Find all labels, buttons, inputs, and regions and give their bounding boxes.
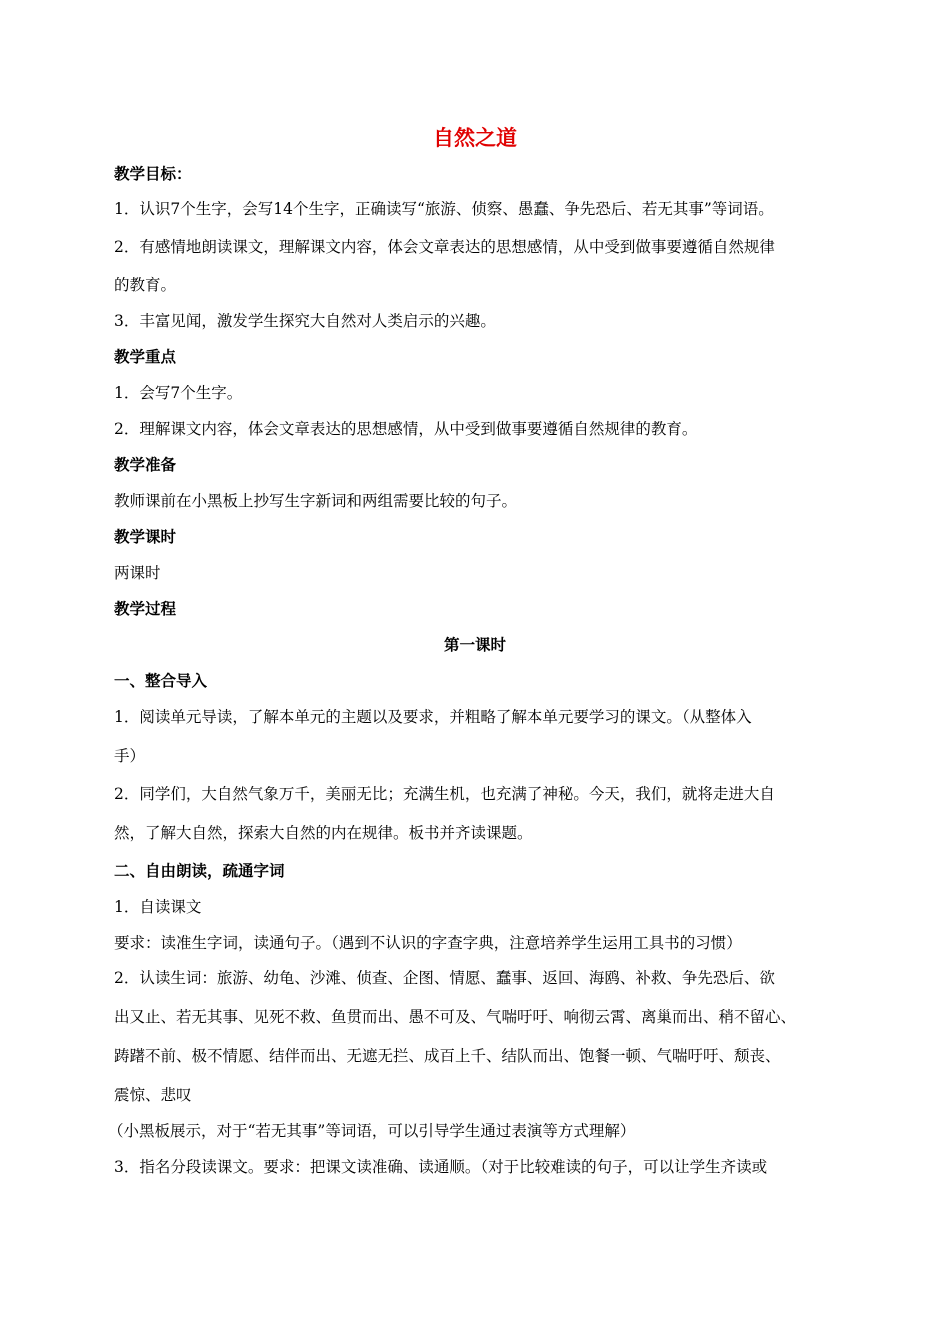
paragraph-line: 2．有感情地朗读课文，理解课文内容，体会文章表达的思想感情，从中受到做事要遵循自然规律 xyxy=(114,238,775,256)
paragraph-line: 两课时 xyxy=(114,564,161,582)
paragraph-line: 3．指名分段读课文。要求：把课文读准确、读通顺。（对于比较难读的句子，可以让学生齐读或 xyxy=(114,1158,768,1176)
heading-teaching-goals: 教学目标： xyxy=(114,164,192,183)
paragraph-line: 出又止、若无其事、见死不救、鱼贯而出、愚不可及、气喘吁吁、响彻云霄、离巢而出、稍不留心、 xyxy=(114,1008,797,1026)
section-heading: 二、自由朗读，疏通字词 xyxy=(114,861,285,880)
paragraph-line: 手） xyxy=(114,747,146,765)
paragraph-line: （小黑板展示，对于“若无其事”等词语，可以引导学生通过表演等方式理解） xyxy=(108,1122,636,1140)
paragraph-line: 踌躇不前、极不情愿、结伴而出、无遮无拦、成百上千、结队而出、饱餐一顿、气喘吁吁、颓丧、 xyxy=(114,1047,781,1065)
paragraph-line: 要求：读准生字词，读通句子。（遇到不认识的字查字典，注意培养学生运用工具书的习惯） xyxy=(114,934,742,952)
heading-preparation: 教学准备 xyxy=(114,455,177,474)
paragraph-line: 1．认识7个生字，会写14个生字，正确读写“旅游、侦察、愚蠢、争先恐后、若无其事”等词语。 xyxy=(114,200,774,218)
heading-process: 教学过程 xyxy=(114,599,177,618)
paragraph-line: 2．同学们，大自然气象万千，美丽无比；充满生机，也充满了神秘。今天，我们，就将走进大自 xyxy=(114,785,775,803)
paragraph-line: 2．理解课文内容，体会文章表达的思想感情，从中受到做事要遵循自然规律的教育。 xyxy=(114,420,698,438)
paragraph-line: 2．认读生词：旅游、幼龟、沙滩、侦查、企图、情愿、蠢事、返回、海鸥、补救、争先恐后、欲 xyxy=(114,969,775,987)
paragraph-line: 然，了解大自然，探索大自然的内在规律。板书并齐读课题。 xyxy=(114,824,533,842)
paragraph-line: 教师课前在小黑板上抄写生字新词和两组需要比较的句子。 xyxy=(114,492,518,510)
document-title: 自然之道 xyxy=(433,125,517,150)
section-heading: 一、整合导入 xyxy=(114,671,208,690)
paragraph-line: 震惊、悲叹 xyxy=(114,1086,192,1104)
paragraph-line: 的教育。 xyxy=(114,276,177,294)
paragraph-line: 3．丰富见闻，激发学生探究大自然对人类启示的兴趣。 xyxy=(114,312,496,330)
heading-class-hours: 教学课时 xyxy=(114,527,177,546)
paragraph-line: 1．自读课文 xyxy=(114,898,202,916)
subheading-first-lesson: 第一课时 xyxy=(443,635,506,654)
paragraph-line: 1．会写7个生字。 xyxy=(114,384,243,402)
heading-key-points: 教学重点 xyxy=(114,347,177,366)
paragraph-line: 1．阅读单元导读，了解本单元的主题以及要求，并粗略了解本单元要学习的课文。（从整体入 xyxy=(114,708,752,726)
